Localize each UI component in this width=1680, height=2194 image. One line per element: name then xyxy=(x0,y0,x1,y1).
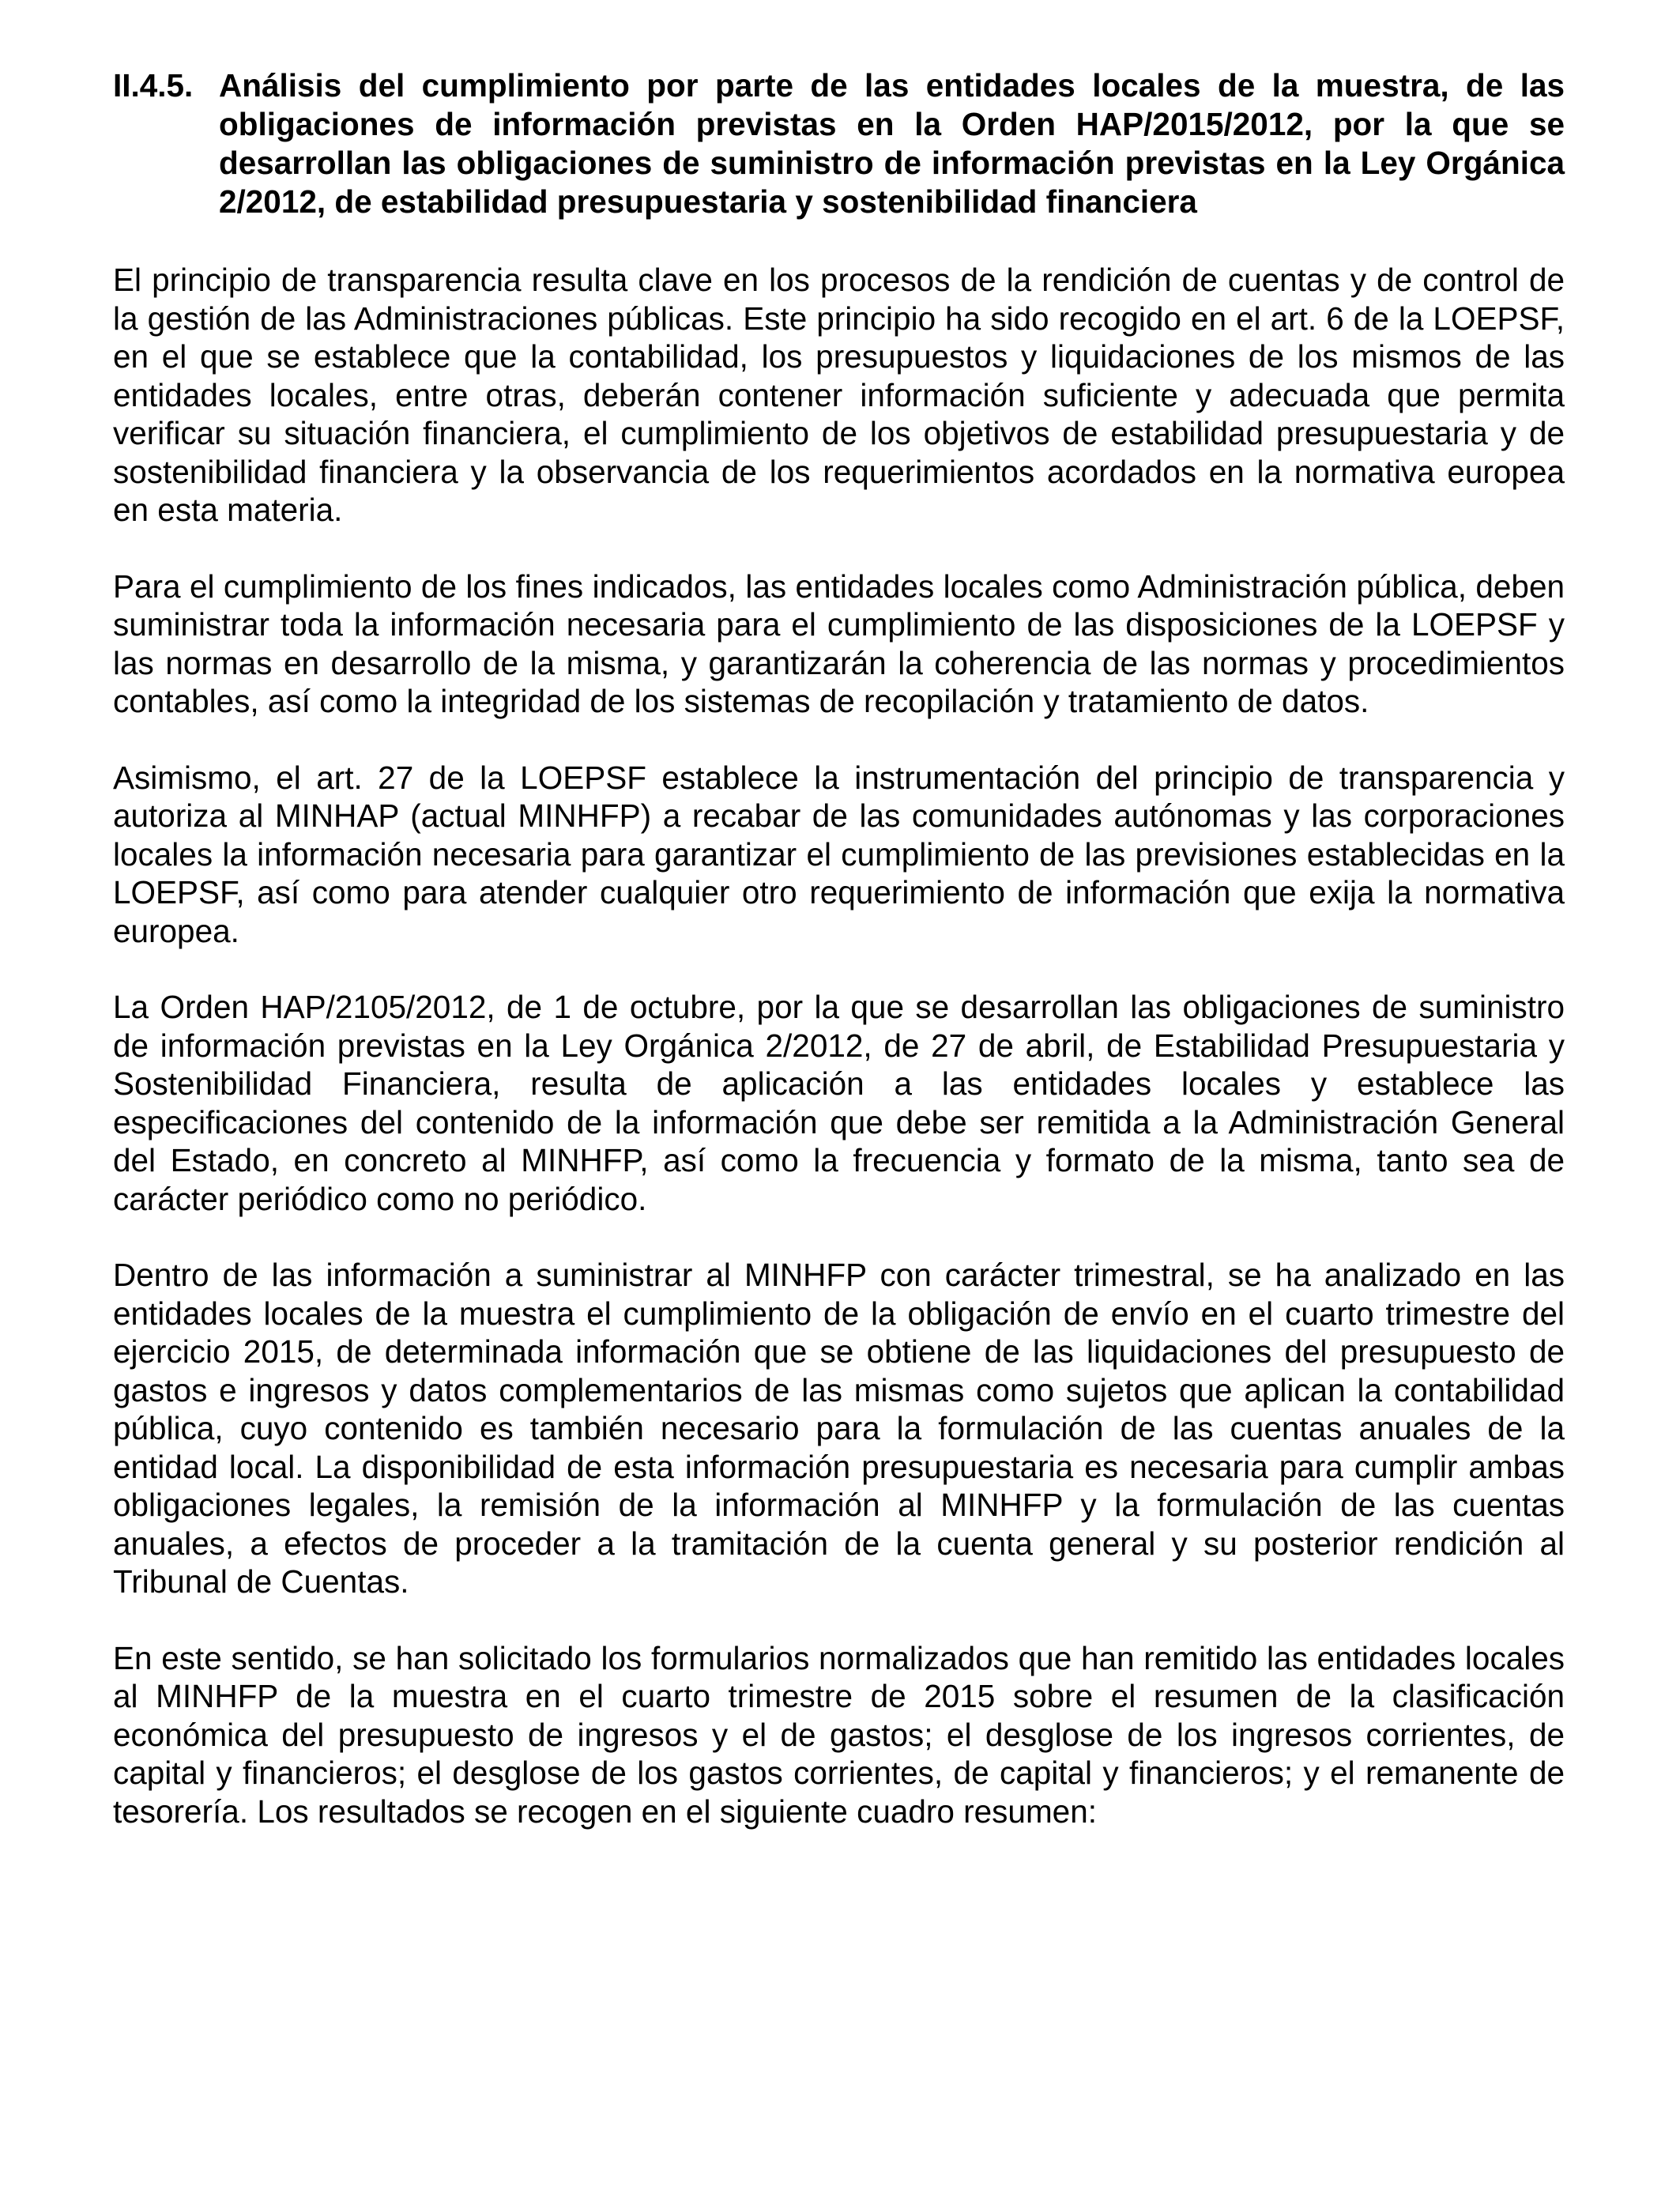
paragraph-requested-forms: En este sentido, se han solicitado los formularios normalizados que han remitido las entidades locales al MINHFP de la muestra en el cuarto trimestre de 2015 sobre el resumen de la clasificación económica del presupuesto de ingresos y el de gastos; el desglose de los ingresos corrientes, de capital y financieros; el desglose de los gastos corrientes, de capital y financieros; y el remanente de tesorería. Los resultados se recogen en el siguiente cuadro resumen: xyxy=(113,1639,1565,1830)
paragraph-information-supply: Para el cumplimiento de los fines indicados, las entidades locales como Administración pública, deben suministrar toda la información necesaria para el cumplimiento de las disposiciones de la LOEPSF y las normas en desarrollo de la misma, y garantizarán la coherencia de las normas y procedimientos contables, así como la integridad de los sistemas de recopilación y tratamiento de datos. xyxy=(113,567,1565,719)
paragraph-quarterly-information: Dentro de las información a suministrar al MINHFP con carácter trimestral, se ha analizado en las entidades locales de la muestra el cumplimiento de la obligación de envío en el cuarto trimestre del ejercicio 2015, de determinada información que se obtiene de las liquidaciones del presupuesto de gastos e ingresos y datos complementarios de las mismas como sujetos que aplican la contabilidad pública, cuyo contenido es también necesario para la formulación de las cuentas anuales de la entidad local. La disponibilidad de esta información presupuestaria es necesaria para cumplir ambas obligaciones legales, la remisión de la información al MINHFP y la formulación de las cuentas anuales, a efectos de proceder a la tramitación de la cuenta general y su posterior rendición al Tribunal de Cuentas. xyxy=(113,1257,1565,1600)
section-number: II.4.5. xyxy=(113,67,194,104)
section-title: Análisis del cumplimiento por parte de las entidades locales de la muestra, de las obligaciones de información previstas en la Orden HAP/2015/2012, por la que se desarrollan las obligaciones de suministro de información previstas en la Ley Orgánica 2/2012, de estabilidad presupuestaria y sostenibilidad financiera xyxy=(219,67,1565,220)
paragraph-orden-hap: La Orden HAP/2105/2012, de 1 de octubre, por la que se desarrollan las obligaciones de suministro de información previstas en la Ley Orgánica 2/2012, de 27 de abril, de Estabilidad Presupuestaria y Sostenibilidad Financiera, resulta de aplicación a las entidades locales y establece las especificaciones del contenido de la información que debe ser remitida a la Administración General del Estado, en concreto al MINHFP, así como la frecuencia y formato de la misma, tanto sea de carácter periódico como no periódico. xyxy=(113,989,1565,1217)
paragraph-transparency-principle: El principio de transparencia resulta clave en los procesos de la rendición de cuentas y de control de la gestión de las Administraciones públicas. Este principio ha sido recogido en el art. 6 de la LOEPSF, en el que se establece que la contabilidad, los presupuestos y liquidaciones de los mismos de las entidades locales, entre otras, deberán contener información suficiente y adecuada que permita verificar su situación financiera, el cumplimiento de los objetivos de estabilidad presupuestaria y de sostenibilidad financiera y la observancia de los requerimientos acordados en la normativa europea en esta materia. xyxy=(113,262,1565,528)
document-page xyxy=(113,66,1565,1868)
section-heading xyxy=(113,66,1565,221)
paragraph-article-27: Asimismo, el art. 27 de la LOEPSF establece la instrumentación del principio de transparencia y autoriza al MINHAP (actual MINHFP) a recabar de las comunidades autónomas y las corporaciones locales la información necesaria para garantizar el cumplimiento de las previsiones establecidas en la LOEPSF, así como para atender cualquier otro requerimiento de información que exija la normativa europea. xyxy=(113,759,1565,949)
